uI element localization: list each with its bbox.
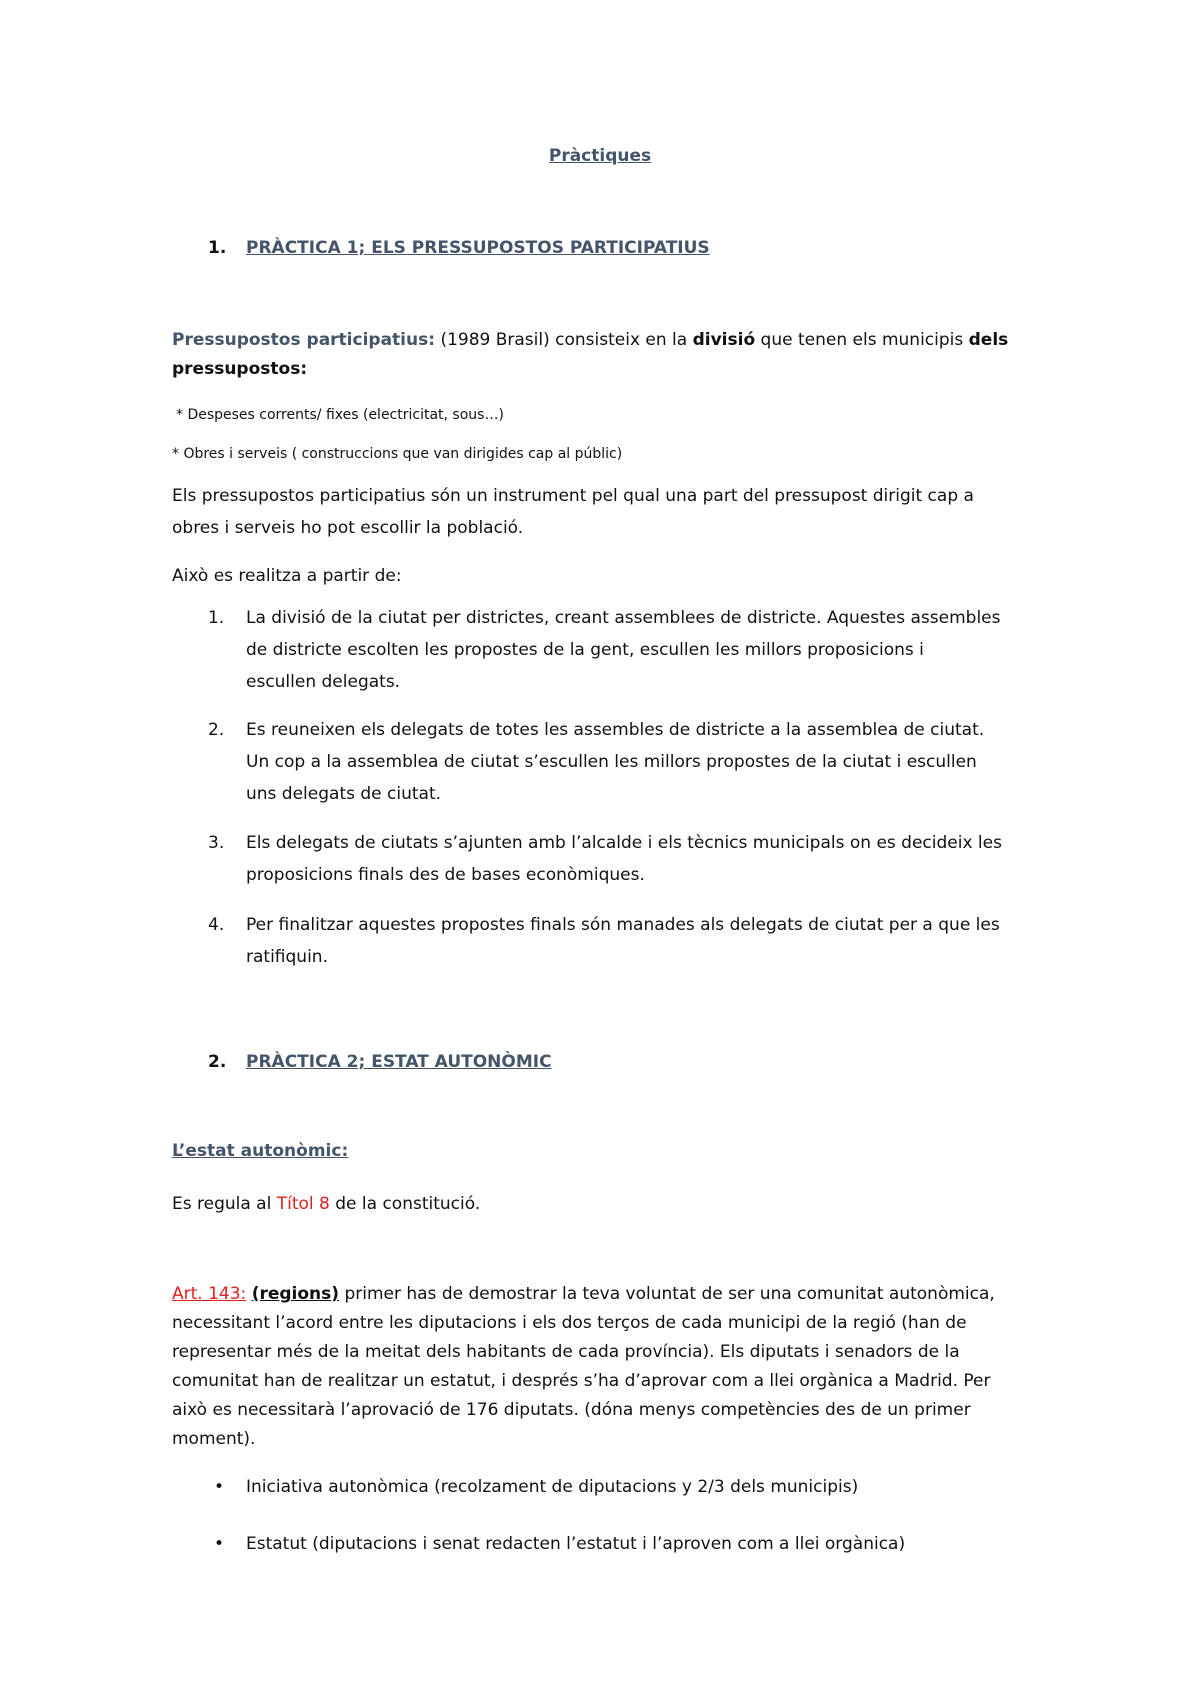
page-title: Pràctiques bbox=[548, 146, 652, 166]
definition-term: Pressupostos participatius: bbox=[172, 330, 436, 350]
definition-line bbox=[172, 326, 1008, 355]
list-item-3-line-1: Els delegats de ciutats s’ajunten amb l’alcalde i els tècnics municipals on es decideix les bbox=[246, 833, 1002, 853]
regulation-line bbox=[172, 1190, 480, 1219]
section-1-number: 1. bbox=[208, 238, 227, 258]
article-143-line-4: comunitat han de realitzar un estatut, i després s’ha d’aprovar com a llei orgànica a Madrid. Per bbox=[172, 1371, 991, 1391]
bullet-item-2: Estatut (diputacions i senat redacten l’estatut i l’aproven com a llei orgànica) bbox=[246, 1534, 906, 1554]
article-143-line-3: representar més de la meitat dels habitants de cada província). Els diputats i senadors de la bbox=[172, 1342, 960, 1362]
definition-bold-division: divisió bbox=[692, 330, 756, 350]
list-item-4-line-2: ratifiquin. bbox=[246, 947, 328, 967]
article-143-regions: (regions) bbox=[251, 1284, 340, 1304]
article-143-line-5: això es necessitarà l’aprovació de 176 diputats. (dóna menys competències des de un primer bbox=[172, 1400, 971, 1420]
list-item-3-line-2: proposicions finals des de bases econòmiques. bbox=[246, 865, 645, 885]
regulation-text-a: Es regula al bbox=[172, 1194, 272, 1214]
list-item-4-number: 4. bbox=[208, 915, 225, 935]
regulation-text-b: de la constitució. bbox=[335, 1194, 481, 1214]
bullet-item-1: Iniciativa autonòmica (recolzament de diputacions y 2/3 dels municipis) bbox=[246, 1477, 859, 1497]
list-item-2-number: 2. bbox=[208, 720, 225, 740]
section-2-subheading: L’estat autonòmic: bbox=[172, 1141, 349, 1161]
article-143-line-1 bbox=[172, 1280, 995, 1309]
regulation-title-ref: Títol 8 bbox=[276, 1194, 330, 1214]
note-line-1: * Despeses corrents/ fixes (electricitat, sous…) bbox=[176, 407, 504, 423]
list-item-3-number: 3. bbox=[208, 833, 225, 853]
list-item-1-line-1: La divisió de la ciutat per districtes, creant assemblees de districte. Aquestes assembles bbox=[246, 608, 1001, 628]
section-1-heading bbox=[208, 238, 710, 258]
article-143-line-2: necessitant l’acord entre les diputacions i els dos terços de cada municipi de la regió (han de bbox=[172, 1313, 967, 1333]
section-2-label: PRÀCTICA 2; ESTAT AUTONÒMIC bbox=[246, 1052, 552, 1072]
bullet-icon: • bbox=[214, 1534, 225, 1554]
section-2-number: 2. bbox=[208, 1052, 227, 1072]
list-item-2-line-1: Es reuneixen els delegats de totes les assembles de districte a la assemblea de ciutat. bbox=[246, 720, 985, 740]
bullet-icon: • bbox=[214, 1477, 225, 1497]
list-item-1-line-3: escullen delegats. bbox=[246, 672, 401, 692]
paragraph-1-line-2: obres i serveis ho pot escollir la població. bbox=[172, 518, 524, 538]
article-143-label: Art. 143: bbox=[172, 1284, 247, 1304]
list-item-1-line-2: de districte escolten les propostes de la gent, escullen les millors proposicions i bbox=[246, 640, 924, 660]
definition-text-b: que tenen els municipis bbox=[760, 330, 964, 350]
paragraph-1-line-1: Els pressupostos participatius són un instrument pel qual una part del pressupost dirigit cap a bbox=[172, 486, 974, 506]
list-item-2-line-2: Un cop a la assemblea de ciutat s’escullen les millors propostes de la ciutat i escullen bbox=[246, 752, 977, 772]
list-item-2-line-3: uns delegats de ciutat. bbox=[246, 784, 442, 804]
note-line-2: * Obres i serveis ( construccions que van dirigides cap al públic) bbox=[172, 446, 623, 462]
article-143-line-6: moment). bbox=[172, 1429, 256, 1449]
definition-text-a: (1989 Brasil) consisteix en la bbox=[440, 330, 688, 350]
definition-line-2: pressupostos: bbox=[172, 359, 308, 379]
section-1-label: PRÀCTICA 1; ELS PRESSUPOSTOS PARTICIPATIUS bbox=[246, 238, 710, 258]
paragraph-2: Això es realitza a partir de: bbox=[172, 566, 402, 586]
definition-bold-dels: dels bbox=[968, 330, 1009, 350]
article-143-text: primer has de demostrar la teva voluntat de ser una comunitat autonòmica, bbox=[344, 1284, 995, 1304]
list-item-4-line-1: Per finalitzar aquestes propostes finals són manades als delegats de ciutat per a que les bbox=[246, 915, 1000, 935]
list-item-1-number: 1. bbox=[208, 608, 225, 628]
section-2-heading bbox=[208, 1052, 552, 1072]
